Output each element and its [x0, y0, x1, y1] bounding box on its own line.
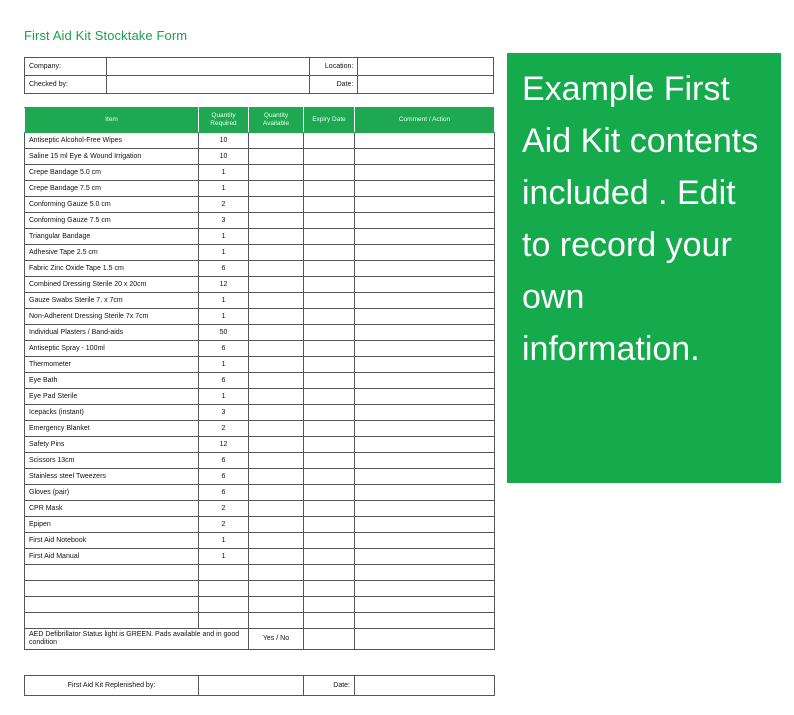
- qty-available-cell[interactable]: [249, 581, 304, 597]
- table-row: [25, 341, 495, 357]
- table-row: [25, 261, 495, 277]
- item-cell: Triangular Bandage: [25, 229, 199, 245]
- item-cell: CPR Mask: [25, 501, 199, 517]
- expiry-cell[interactable]: [304, 549, 355, 565]
- item-cell: Epipen: [25, 517, 199, 533]
- item-cell: Scissors 13cm: [25, 453, 199, 469]
- table-row: [25, 469, 495, 485]
- replenished-label: First Aid Kit Replenished by:: [25, 676, 199, 696]
- qty-available-cell[interactable]: [249, 469, 304, 485]
- info-table: [24, 57, 494, 94]
- comment-cell[interactable]: [355, 341, 495, 357]
- qty-required-cell: [199, 581, 249, 597]
- aed-row: [25, 629, 495, 650]
- item-cell: Thermometer: [25, 357, 199, 373]
- qty-required-cell: 2: [199, 421, 249, 437]
- qty-required-cell: 6: [199, 373, 249, 389]
- checked-by-field[interactable]: [106, 76, 309, 94]
- expiry-cell[interactable]: [304, 517, 355, 533]
- item-cell: Eye Pad Sterile: [25, 389, 199, 405]
- item-cell: Stainless steel Tweezers: [25, 469, 199, 485]
- location-label: Location:: [310, 58, 358, 76]
- comment-cell[interactable]: [355, 469, 495, 485]
- expiry-cell[interactable]: [304, 277, 355, 293]
- example-note-box: Example First Aid Kit contents included . Edit to record your own information.: [507, 53, 781, 483]
- table-row: [25, 389, 495, 405]
- table-row: [25, 373, 495, 389]
- item-cell: Emergency Blanket: [25, 421, 199, 437]
- expiry-cell[interactable]: [304, 325, 355, 341]
- location-field[interactable]: [358, 58, 494, 76]
- qty-required-cell: 10: [199, 149, 249, 165]
- comment-cell[interactable]: [355, 197, 495, 213]
- table-row: [25, 581, 495, 597]
- expiry-cell[interactable]: [304, 437, 355, 453]
- qty-available-cell[interactable]: [249, 229, 304, 245]
- qty-available-cell[interactable]: [249, 277, 304, 293]
- header-qty-required: Quantity Required: [199, 108, 249, 133]
- item-cell: Crepe Bandage 7.5 cm: [25, 181, 199, 197]
- item-cell: Antiseptic Spray - 100ml: [25, 341, 199, 357]
- form-title: First Aid Kit Stocktake Form: [24, 28, 188, 43]
- qty-available-cell[interactable]: [249, 341, 304, 357]
- expiry-cell[interactable]: [304, 133, 355, 149]
- date-label: Date:: [310, 76, 358, 94]
- expiry-cell[interactable]: [304, 533, 355, 549]
- item-cell: Antiseptic Alcohol-Free Wipes: [25, 133, 199, 149]
- table-row: [25, 597, 495, 613]
- qty-available-cell[interactable]: [249, 197, 304, 213]
- table-row: [25, 613, 495, 629]
- comment-cell[interactable]: [355, 421, 495, 437]
- qty-required-cell: 1: [199, 309, 249, 325]
- item-cell: Non-Adherent Dressing Sterile 7x 7cm: [25, 309, 199, 325]
- expiry-cell[interactable]: [304, 405, 355, 421]
- comment-cell[interactable]: [355, 261, 495, 277]
- expiry-cell[interactable]: [304, 581, 355, 597]
- qty-required-cell: 1: [199, 293, 249, 309]
- qty-required-cell: 12: [199, 277, 249, 293]
- table-row: [25, 277, 495, 293]
- qty-available-cell[interactable]: [249, 485, 304, 501]
- comment-cell[interactable]: [355, 485, 495, 501]
- comment-cell[interactable]: [355, 389, 495, 405]
- qty-required-cell: 1: [199, 165, 249, 181]
- qty-available-cell[interactable]: [249, 373, 304, 389]
- comment-cell[interactable]: [355, 613, 495, 629]
- table-row: [25, 405, 495, 421]
- comment-cell[interactable]: [355, 597, 495, 613]
- qty-available-cell[interactable]: [249, 325, 304, 341]
- qty-required-cell: 3: [199, 405, 249, 421]
- qty-available-cell[interactable]: [249, 421, 304, 437]
- aed-expiry-cell[interactable]: [304, 629, 355, 650]
- qty-available-cell[interactable]: [249, 533, 304, 549]
- table-row: [25, 517, 495, 533]
- comment-cell[interactable]: [355, 549, 495, 565]
- replenished-table: [24, 675, 495, 696]
- comment-cell[interactable]: [355, 517, 495, 533]
- aed-yes-no[interactable]: Yes / No: [249, 629, 304, 650]
- comment-cell[interactable]: [355, 309, 495, 325]
- header-qty-available: Quantity Available: [249, 108, 304, 133]
- expiry-cell[interactable]: [304, 453, 355, 469]
- qty-required-cell: [199, 565, 249, 581]
- qty-required-cell: 6: [199, 453, 249, 469]
- table-row: [25, 197, 495, 213]
- table-row: [25, 165, 495, 181]
- qty-required-cell: 10: [199, 133, 249, 149]
- table-row: [25, 421, 495, 437]
- item-cell: Conforming Gauze 5.0 cm: [25, 197, 199, 213]
- qty-required-cell: 1: [199, 229, 249, 245]
- table-row: [25, 533, 495, 549]
- aed-status-text: AED Defibrillator Status light is GREEN. Pads available and in good condition: [25, 629, 249, 650]
- qty-required-cell: 6: [199, 485, 249, 501]
- qty-required-cell: 1: [199, 357, 249, 373]
- qty-available-cell[interactable]: [249, 181, 304, 197]
- qty-required-cell: [199, 613, 249, 629]
- comment-cell[interactable]: [355, 373, 495, 389]
- comment-cell[interactable]: [355, 165, 495, 181]
- qty-required-cell: 2: [199, 517, 249, 533]
- comment-cell[interactable]: [355, 533, 495, 549]
- expiry-cell[interactable]: [304, 213, 355, 229]
- table-row: [25, 485, 495, 501]
- qty-available-cell[interactable]: [249, 133, 304, 149]
- comment-cell[interactable]: [355, 133, 495, 149]
- table-row: [25, 453, 495, 469]
- qty-available-cell[interactable]: [249, 405, 304, 421]
- comment-cell[interactable]: [355, 181, 495, 197]
- expiry-cell[interactable]: [304, 597, 355, 613]
- checked-by-label: Checked by:: [25, 76, 107, 94]
- comment-cell[interactable]: [355, 149, 495, 165]
- qty-available-cell[interactable]: [249, 213, 304, 229]
- header-item: Item: [25, 108, 199, 133]
- header-comment: Comment / Action: [355, 108, 495, 133]
- item-cell: Individual Plasters / Band-aids: [25, 325, 199, 341]
- qty-available-cell[interactable]: [249, 501, 304, 517]
- comment-cell[interactable]: [355, 229, 495, 245]
- expiry-cell[interactable]: [304, 309, 355, 325]
- qty-required-cell: 1: [199, 181, 249, 197]
- comment-cell[interactable]: [355, 565, 495, 581]
- qty-available-cell[interactable]: [249, 597, 304, 613]
- qty-required-cell: [199, 597, 249, 613]
- qty-available-cell[interactable]: [249, 453, 304, 469]
- table-row: [25, 229, 495, 245]
- expiry-cell[interactable]: [304, 469, 355, 485]
- item-cell: Gauze Swabs Sterile 7. x 7cm: [25, 293, 199, 309]
- comment-cell[interactable]: [355, 245, 495, 261]
- qty-required-cell: 50: [199, 325, 249, 341]
- item-cell: Safety Pins: [25, 437, 199, 453]
- qty-required-cell: 1: [199, 389, 249, 405]
- company-field[interactable]: [106, 58, 309, 76]
- item-cell: First Aid Notebook: [25, 533, 199, 549]
- expiry-cell[interactable]: [304, 613, 355, 629]
- table-row: [25, 181, 495, 197]
- expiry-cell[interactable]: [304, 165, 355, 181]
- item-cell: Eye Bath: [25, 373, 199, 389]
- expiry-cell[interactable]: [304, 197, 355, 213]
- item-cell: Icepacks (instant): [25, 405, 199, 421]
- date-field[interactable]: [358, 76, 494, 94]
- expiry-cell[interactable]: [304, 389, 355, 405]
- expiry-cell[interactable]: [304, 181, 355, 197]
- qty-available-cell[interactable]: [249, 437, 304, 453]
- qty-available-cell[interactable]: [249, 357, 304, 373]
- item-cell: Gloves (pair): [25, 485, 199, 501]
- qty-required-cell: 6: [199, 341, 249, 357]
- expiry-cell[interactable]: [304, 293, 355, 309]
- comment-cell[interactable]: [355, 437, 495, 453]
- header-expiry: Expiry Date: [304, 108, 355, 133]
- replenished-field[interactable]: [199, 676, 304, 696]
- footer-date-label: Date:: [304, 676, 355, 696]
- item-cell: Fabric Zinc Oxide Tape 1.5 cm: [25, 261, 199, 277]
- item-cell: Conforming Gauze 7.5 cm: [25, 213, 199, 229]
- expiry-cell[interactable]: [304, 341, 355, 357]
- table-row: [25, 133, 495, 149]
- qty-available-cell[interactable]: [249, 149, 304, 165]
- qty-required-cell: 1: [199, 245, 249, 261]
- comment-cell[interactable]: [355, 501, 495, 517]
- comment-cell[interactable]: [355, 581, 495, 597]
- company-label: Company:: [25, 58, 107, 76]
- table-row: [25, 325, 495, 341]
- qty-required-cell: 2: [199, 501, 249, 517]
- comment-cell[interactable]: [355, 357, 495, 373]
- comment-cell[interactable]: [355, 277, 495, 293]
- qty-required-cell: 6: [199, 469, 249, 485]
- qty-available-cell[interactable]: [249, 165, 304, 181]
- comment-cell[interactable]: [355, 405, 495, 421]
- qty-available-cell[interactable]: [249, 565, 304, 581]
- expiry-cell[interactable]: [304, 357, 355, 373]
- table-row: [25, 245, 495, 261]
- table-row: [25, 213, 495, 229]
- table-row: [25, 501, 495, 517]
- table-row: [25, 565, 495, 581]
- expiry-cell[interactable]: [304, 421, 355, 437]
- qty-available-cell[interactable]: [249, 389, 304, 405]
- table-row: [25, 437, 495, 453]
- qty-available-cell[interactable]: [249, 309, 304, 325]
- qty-required-cell: 1: [199, 549, 249, 565]
- expiry-cell[interactable]: [304, 485, 355, 501]
- table-row: [25, 357, 495, 373]
- aed-comment-cell[interactable]: [355, 629, 495, 650]
- qty-required-cell: 6: [199, 261, 249, 277]
- expiry-cell[interactable]: [304, 245, 355, 261]
- table-row: [25, 293, 495, 309]
- table-header-row: [25, 108, 495, 133]
- qty-required-cell: 1: [199, 533, 249, 549]
- qty-required-cell: 3: [199, 213, 249, 229]
- item-cell: Adhesive Tape 2.5 cm: [25, 245, 199, 261]
- qty-available-cell[interactable]: [249, 517, 304, 533]
- comment-cell[interactable]: [355, 213, 495, 229]
- expiry-cell[interactable]: [304, 565, 355, 581]
- item-cell: [25, 613, 199, 629]
- item-cell: Combined Dressing Sterile 20 x 20cm: [25, 277, 199, 293]
- expiry-cell[interactable]: [304, 501, 355, 517]
- qty-available-cell[interactable]: [249, 293, 304, 309]
- comment-cell[interactable]: [355, 453, 495, 469]
- footer-date-field[interactable]: [355, 676, 495, 696]
- stocktake-table: [24, 107, 495, 650]
- item-cell: Crepe Bandage 5.0 cm: [25, 165, 199, 181]
- qty-available-cell[interactable]: [249, 245, 304, 261]
- qty-available-cell[interactable]: [249, 549, 304, 565]
- item-cell: [25, 581, 199, 597]
- qty-available-cell[interactable]: [249, 261, 304, 277]
- comment-cell[interactable]: [355, 293, 495, 309]
- comment-cell[interactable]: [355, 325, 495, 341]
- expiry-cell[interactable]: [304, 261, 355, 277]
- table-row: [25, 149, 495, 165]
- item-cell: First Aid Manual: [25, 549, 199, 565]
- qty-required-cell: 2: [199, 197, 249, 213]
- expiry-cell[interactable]: [304, 229, 355, 245]
- table-row: [25, 309, 495, 325]
- item-cell: [25, 565, 199, 581]
- expiry-cell[interactable]: [304, 373, 355, 389]
- item-cell: Saline 15 ml Eye & Wound Irrigation: [25, 149, 199, 165]
- table-row: [25, 549, 495, 565]
- qty-available-cell[interactable]: [249, 613, 304, 629]
- expiry-cell[interactable]: [304, 149, 355, 165]
- qty-required-cell: 12: [199, 437, 249, 453]
- item-cell: [25, 597, 199, 613]
